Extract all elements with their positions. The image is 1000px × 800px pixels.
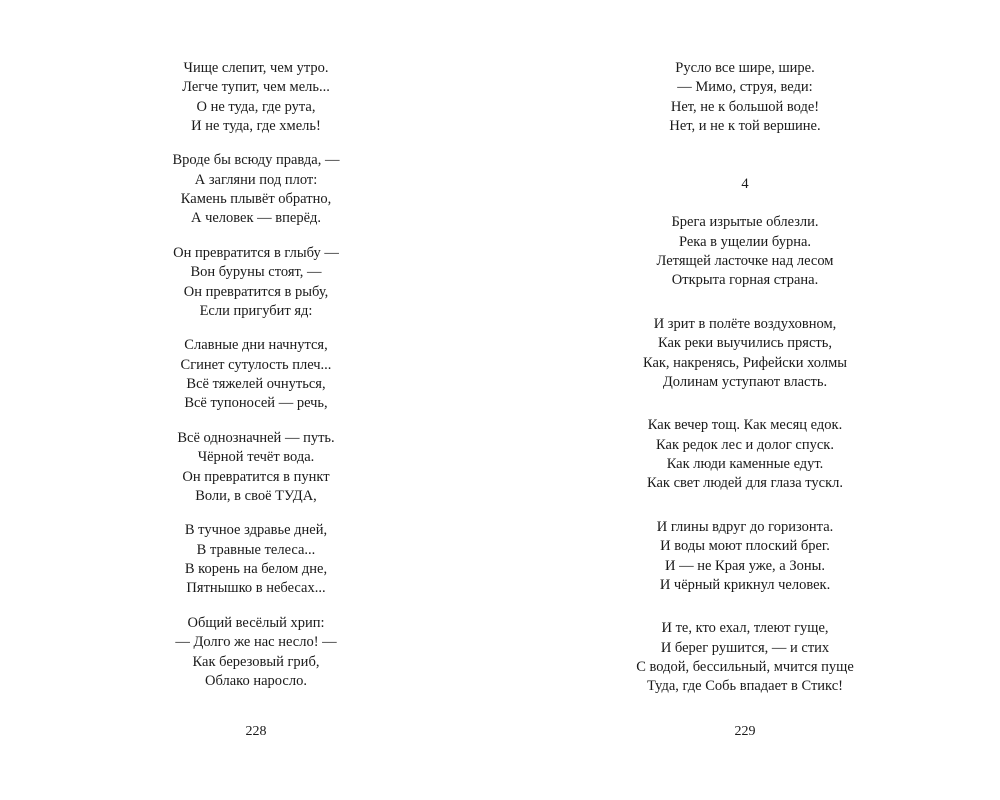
- poem-text: [545, 59, 945, 721]
- verse-line: Долинам уступают власть.: [662, 373, 828, 390]
- verse-line: С водой, бессильный, мчится пуще: [636, 659, 854, 676]
- verse-line: Русло все шире, шире.: [675, 60, 815, 76]
- stanza: [56, 244, 456, 321]
- verse-line: Славные дни начнутся,: [184, 337, 328, 354]
- verse-line: Легче тупит, чем мель...: [182, 79, 330, 96]
- stanza: [545, 315, 945, 392]
- verse-line: И воды моют плоский брег.: [660, 538, 830, 555]
- verse-line: И — не Края уже, а Зоны.: [665, 557, 825, 574]
- verse-line: Общий весёлый хрип:: [187, 614, 325, 631]
- verse-line: Как березовый гриб,: [192, 653, 320, 670]
- stanza: [56, 429, 456, 506]
- stanza: [545, 619, 945, 696]
- verse-line: Нет, и не к той вершине.: [669, 117, 821, 134]
- verse-line: И чёрный крикнул человек.: [659, 576, 831, 593]
- verse-line: Как вечер тощ. Как месяц едок.: [647, 417, 843, 434]
- verse-line: Брега изрытые облезли.: [671, 214, 819, 231]
- verse-line: Пятнышко в небесах...: [186, 580, 326, 597]
- page-number: 229: [734, 724, 756, 739]
- verse-line: Воли, в своё ТУДА,: [195, 487, 317, 504]
- verse-line: Всё тяжелей очнуться,: [186, 376, 326, 393]
- verse-line: Сгинет сутулость плеч...: [180, 356, 332, 373]
- stanza: [545, 213, 945, 290]
- verse-line: В травные телеса...: [196, 541, 316, 558]
- verse-line: Как свет людей для глаза тускл.: [646, 475, 844, 492]
- verse-line: — Долго же нас несло! —: [175, 634, 337, 651]
- verse-line: Летящей ласточке над лесом: [656, 253, 834, 270]
- verse-line: И те, кто ехал, тлеют гуще,: [661, 620, 829, 637]
- verse-line: И глины вдруг до горизонта.: [656, 518, 834, 535]
- stanza: [56, 151, 456, 228]
- poem-text: [56, 59, 456, 706]
- verse-line: Как редок лес и долог спуск.: [656, 436, 834, 453]
- verse-line: В тучное здравье дней,: [184, 522, 328, 539]
- verse-line: Он превратится в глыбу —: [173, 244, 339, 261]
- verse-line: Облако наросло.: [205, 672, 307, 689]
- section-number: 4: [741, 176, 749, 193]
- verse-line: Туда, где Собь впадает в Стикс!: [647, 678, 843, 695]
- stanza: [545, 518, 945, 595]
- stanza: [545, 59, 945, 136]
- stanza: [56, 521, 456, 598]
- verse-line: Как, накренясь, Рифейски холмы: [642, 354, 848, 371]
- stanza: [56, 59, 456, 136]
- verse-line: А загляни под плот:: [194, 171, 318, 188]
- verse-line: И не туда, где хмель!: [191, 117, 321, 134]
- verse-line: И берег рушится, — и стих: [660, 639, 830, 656]
- verse-line: Вроде бы всюду правда, —: [172, 152, 340, 169]
- stanza: [56, 614, 456, 691]
- verse-line: — Мимо, струя, веди:: [677, 79, 813, 96]
- verse-line: Если пригубит яд:: [199, 302, 313, 319]
- verse-line: Вон буруны стоят, —: [190, 264, 322, 281]
- verse-line: Как реки выучились прясть,: [658, 335, 832, 352]
- verse-line: Камень плывёт обратно,: [180, 191, 332, 208]
- verse-line: Река в ущелии бурна.: [678, 233, 812, 250]
- verse-line: Он превратится в рыбу,: [183, 283, 329, 300]
- verse-line: Нет, не к большой воде!: [670, 98, 820, 115]
- verse-line: Открыта горная страна.: [671, 272, 819, 289]
- verse-line: Он превратится в пункт: [182, 468, 330, 485]
- verse-line: В корень на белом дне,: [184, 561, 328, 578]
- verse-line: Как люди каменные едут.: [666, 456, 824, 473]
- verse-line: Всё однозначней — путь.: [177, 429, 335, 446]
- verse-line: И зрит в полёте воздуховном,: [653, 315, 837, 332]
- verse-line: О не туда, где рута,: [196, 98, 316, 115]
- verse-line: Чище слепит, чем утро.: [183, 60, 329, 76]
- verse-line: Чёрной течёт вода.: [197, 449, 315, 466]
- page-number: 228: [245, 724, 267, 739]
- verse-line: А человек — вперёд.: [190, 210, 322, 227]
- stanza: [56, 336, 456, 413]
- stanza: [545, 416, 945, 493]
- verse-line: Всё тупоносей — речь,: [184, 395, 328, 412]
